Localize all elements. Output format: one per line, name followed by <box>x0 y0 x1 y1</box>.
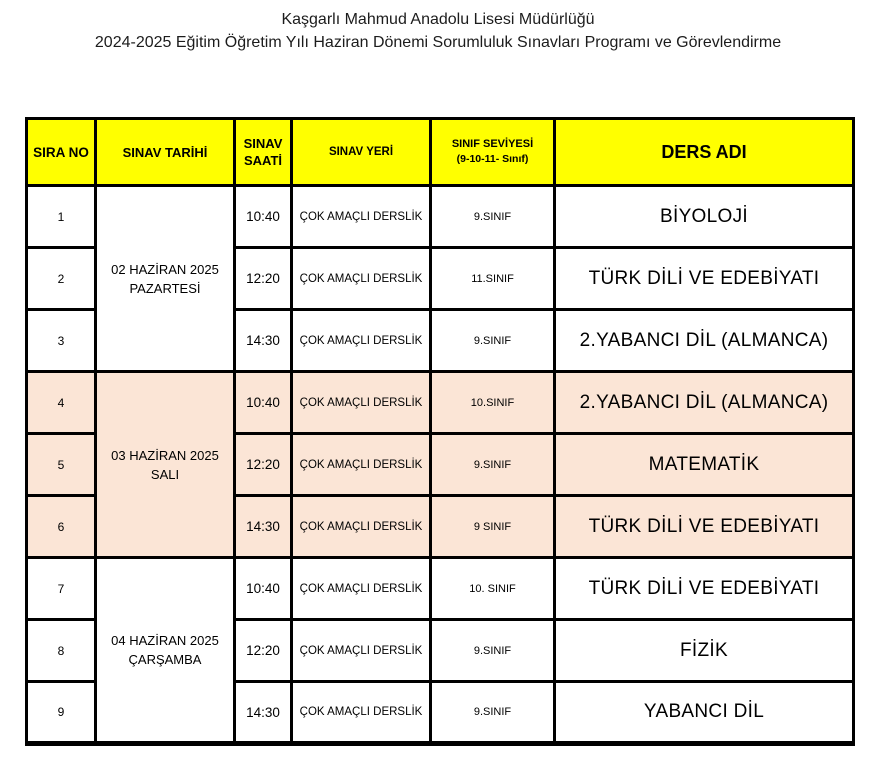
cell-class-level: 9.SINIF <box>431 620 555 682</box>
cell-exam-place: ÇOK AMAÇLI DERSLİK <box>292 248 431 310</box>
cell-sira-no: 1 <box>27 186 96 248</box>
cell-exam-date <box>96 372 235 558</box>
page-subtitle: 2024-2025 Eğitim Öğretim Yılı Haziran Dönemi Sorumluluk Sınavları Programı ve Görevlendirme <box>94 34 782 51</box>
cell-exam-time: 10:40 <box>235 558 292 620</box>
column-header-sira-no: SIRA NO <box>27 119 96 186</box>
exam-day-text: PAZARTESİ <box>129 280 201 296</box>
cell-exam-date <box>96 186 235 372</box>
cell-class-level: 10.SINIF <box>431 372 555 434</box>
column-header-sinav-tarihi: SINAV TARİHİ <box>96 119 235 186</box>
exam-date-text: 03 HAZİRAN 2025 <box>111 447 219 463</box>
cell-course-name: TÜRK DİLİ VE EDEBİYATI <box>555 496 854 558</box>
cell-course-name: BİYOLOJİ <box>555 186 854 248</box>
cell-class-level: 9.SINIF <box>431 310 555 372</box>
cell-exam-place: ÇOK AMAÇLI DERSLİK <box>292 496 431 558</box>
cell-course-name: MATEMATİK <box>555 434 854 496</box>
page-title: Kaşgarlı Mahmud Anadolu Lisesi Müdürlüğü <box>281 11 595 28</box>
column-header-ders-adi: DERS ADI <box>555 119 854 186</box>
cell-exam-place: ÇOK AMAÇLI DERSLİK <box>292 310 431 372</box>
table-row <box>27 186 854 248</box>
cell-class-level: 9.SINIF <box>431 682 555 744</box>
sinif-seviyesi-label: SINIF SEVİYESİ <box>451 138 534 150</box>
cell-sira-no: 9 <box>27 682 96 744</box>
cell-sira-no: 3 <box>27 310 96 372</box>
cell-class-level: 9 SINIF <box>431 496 555 558</box>
table-row <box>27 558 854 620</box>
cell-course-name: FİZİK <box>555 620 854 682</box>
table-header-row <box>27 119 854 186</box>
column-header-sinav-saati: SINAV SAATİ <box>235 119 292 186</box>
exam-date-text: 04 HAZİRAN 2025 <box>111 633 219 648</box>
column-header-sinav-yeri: SINAV YERİ <box>292 119 431 186</box>
cell-course-name: 2.YABANCI DİL (ALMANCA) <box>555 310 854 372</box>
cell-exam-place: ÇOK AMAÇLI DERSLİK <box>292 186 431 248</box>
cell-exam-place: ÇOK AMAÇLI DERSLİK <box>292 682 431 744</box>
cell-exam-time: 12:20 <box>235 248 292 310</box>
cell-sira-no: 5 <box>27 434 96 496</box>
cell-exam-date <box>96 558 235 744</box>
cell-class-level: 11.SINIF <box>431 248 555 310</box>
exam-day-text: ÇARŞAMBA <box>128 652 202 667</box>
cell-course-name: TÜRK DİLİ VE EDEBİYATI <box>555 558 854 620</box>
cell-class-level: 10. SINIF <box>431 558 555 620</box>
cell-exam-place: ÇOK AMAÇLI DERSLİK <box>292 620 431 682</box>
cell-class-level: 9.SINIF <box>431 434 555 496</box>
exam-date-text: 02 HAZİRAN 2025 <box>111 261 219 277</box>
cell-exam-time: 14:30 <box>235 496 292 558</box>
cell-exam-time: 14:30 <box>235 310 292 372</box>
exam-day-text: SALI <box>150 466 180 482</box>
cell-sira-no: 6 <box>27 496 96 558</box>
cell-exam-place: ÇOK AMAÇLI DERSLİK <box>292 372 431 434</box>
document-header <box>0 0 876 55</box>
cell-exam-time: 10:40 <box>235 186 292 248</box>
cell-class-level: 9.SINIF <box>431 186 555 248</box>
cell-sira-no: 4 <box>27 372 96 434</box>
cell-course-name: YABANCI DİL <box>555 682 854 744</box>
column-header-sinif-seviyesi <box>431 119 555 186</box>
table-row <box>27 372 854 434</box>
exam-schedule-table <box>25 117 855 746</box>
cell-exam-time: 14:30 <box>235 682 292 744</box>
cell-sira-no: 7 <box>27 558 96 620</box>
cell-exam-place: ÇOK AMAÇLI DERSLİK <box>292 558 431 620</box>
cell-sira-no: 8 <box>27 620 96 682</box>
cell-course-name: TÜRK DİLİ VE EDEBİYATI <box>555 248 854 310</box>
cell-exam-time: 10:40 <box>235 372 292 434</box>
cell-sira-no: 2 <box>27 248 96 310</box>
cell-exam-time: 12:20 <box>235 620 292 682</box>
cell-exam-place: ÇOK AMAÇLI DERSLİK <box>292 434 431 496</box>
sinif-seviyesi-sublabel: (9-10-11- Sınıf) <box>456 153 529 165</box>
cell-course-name: 2.YABANCI DİL (ALMANCA) <box>555 372 854 434</box>
cell-exam-time: 12:20 <box>235 434 292 496</box>
